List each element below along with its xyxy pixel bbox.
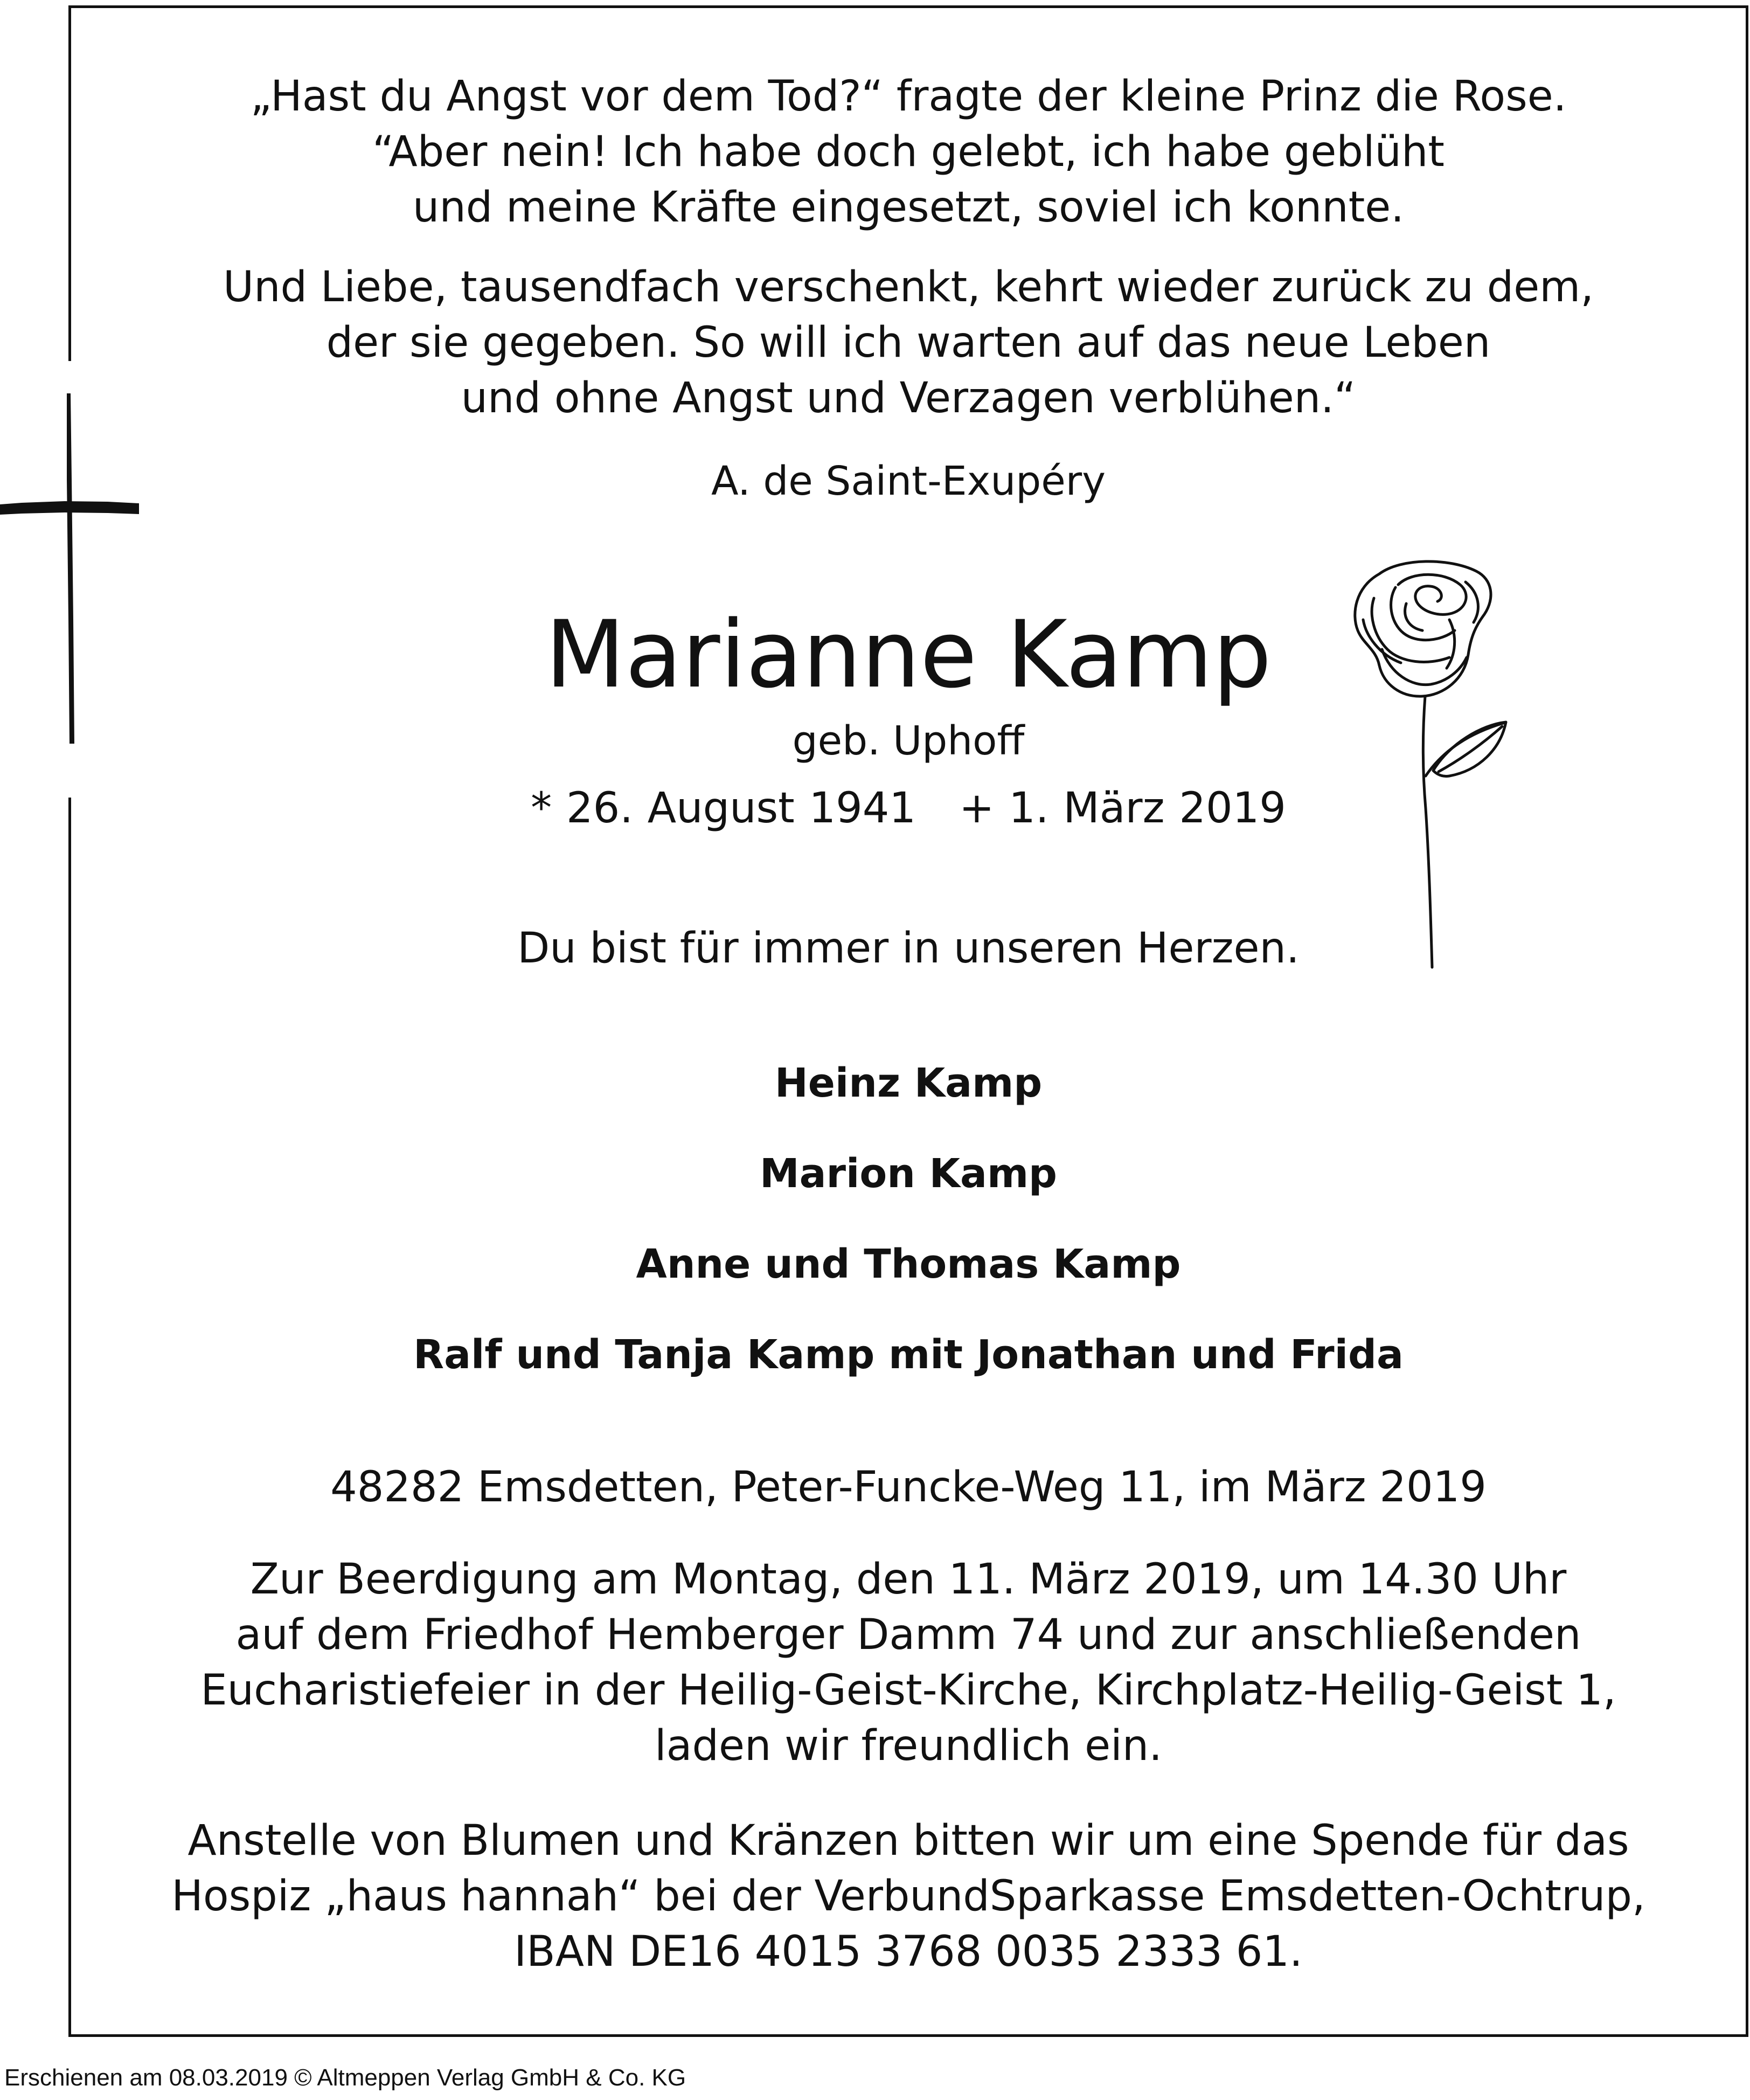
frame-border-top <box>68 5 1748 8</box>
death-date: + 1. März 2019 <box>959 784 1286 833</box>
quote-line: Und Liebe, tausendfach verschenkt, kehrt wieder zurück zu dem, <box>223 263 1594 311</box>
donation-line: IBAN DE16 4015 3768 0035 2333 61. <box>514 1928 1303 1976</box>
mourner: Marion Kamp <box>759 1151 1058 1197</box>
mourner: Ralf und Tanja Kamp mit Jonathan und Frida <box>413 1332 1404 1378</box>
donation-line: Hospiz „haus hannah“ bei der VerbundSparkasse Emsdetten-Ochtrup, <box>171 1872 1645 1921</box>
funeral-line: auf dem Friedhof Hemberger Damm 74 und zur anschließenden <box>235 1611 1581 1659</box>
quote-paragraph-2 <box>68 260 1748 426</box>
life-dates <box>68 781 1748 835</box>
motto: Du bist für immer in unseren Herzen. <box>517 924 1300 973</box>
donation-line: Anstelle von Blumen und Kränzen bitten wir um eine Spende für das <box>188 1817 1629 1865</box>
frame-border-bottom <box>68 2034 1748 2037</box>
quote-block <box>68 69 1748 426</box>
quote-line: und meine Kräfte eingesetzt, soviel ich konnte. <box>412 183 1405 232</box>
funeral-line: Eucharistiefeier in der Heilig-Geist-Kirche, Kirchplatz-Heilig-Geist 1, <box>200 1666 1616 1715</box>
quote-line: und ohne Angst und Verzagen verblühen.“ <box>461 374 1356 422</box>
funeral-line: laden wir freundlich ein. <box>654 1722 1163 1770</box>
donation-notice <box>68 1813 1748 1980</box>
quote-line: „Hast du Angst vor dem Tod?“ fragte der kleine Prinz die Rose. <box>250 72 1567 121</box>
funeral-notice <box>68 1552 1748 1774</box>
maiden-name: geb. Uphoff <box>792 718 1025 764</box>
quote-line: “Aber nein! Ich habe doch gelebt, ich habe geblüht <box>372 128 1445 176</box>
mourner: Heinz Kamp <box>774 1060 1043 1106</box>
quote-paragraph-1 <box>68 69 1748 235</box>
mourners-list <box>68 1056 1748 1382</box>
mourner: Anne und Thomas Kamp <box>636 1241 1181 1287</box>
publication-footer: Erschienen am 08.03.2019 © Altmeppen Verlag GmbH & Co. KG <box>4 2064 686 2091</box>
quote-line: der sie gegeben. So will ich warten auf das neue Leben <box>326 318 1491 367</box>
quote-author: A. de Saint-Exupéry <box>711 458 1106 504</box>
address: 48282 Emsdetten, Peter-Funcke-Weg 11, im März 2019 <box>330 1463 1487 1512</box>
birth-date: * 26. August 1941 <box>531 784 916 833</box>
deceased-name: Marianne Kamp <box>545 600 1272 709</box>
funeral-line: Zur Beerdigung am Montag, den 11. März 2019, um 14.30 Uhr <box>250 1555 1567 1604</box>
